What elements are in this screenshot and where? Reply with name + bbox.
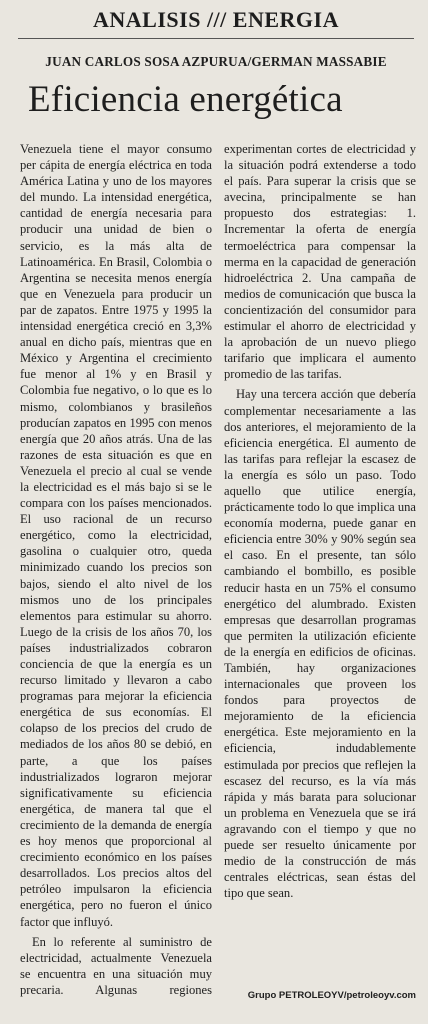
article-paragraph: En lo referente al suministro de electricidad, actualmente Venezuela se encuentra en una situación muy precaria. Algunas regiones experimentan cortes de electricidad y la situación podrá extenderse a todo el país. Para superar la crisis que se avecina, principalmente se han propuesto dos estrategias: 1. Incrementar la oferta de energía termoeléctrica para compensar la merma en la capacidad de generación hidroeléctrica 2. Una campaña de medios de comunicación que busca la concientización del consumidor para estimular el ahorro de electricidad y la aprobación de un nuevo pliego tarifario que implicara el aumento promedio de las tarifas. [20, 142, 416, 997]
article-body [20, 141, 416, 1003]
article-paragraph: Venezuela tiene el mayor consumo per cápita de energía eléctrica en toda América Latina y uno de los mayores del mundo. La intensidad energética, cantidad de energía necesaria para producir una unidad de bien o servicio, es la más alta de Latinoamérica. En Brasil, Colombia o Argentina se necesita menos energía que en Venezuela para producir un par de zapatos. Entre 1975 y 1995 la intensidad energética creció en 3,3% anual en dicho país, mientras que en México y Argentina el crecimiento fue menor al 1% y en Brasil y Colombia fue negativo, o lo que es lo mismo, colombianos y brasileños producían zapatos en 1995 con menos energía que 20 años atrás. Una de las razones de esta situación es que en Venezuela el precio al cual se vende la electricidad es el más bajo si se le compara con los países mencionados. El uso racional de un recurso energético, como la electricidad, gasolina o cualquier otro, queda minimizado cuando los precios son bajos, siendo el alto nivel de los mismos uno de los principales elementos para estimular su ahorro. Luego de la crisis de los años 70, los países industrializados cobraron conciencia de que la energía es un recurso limitado y llevaron a cabo programas para mejorar la eficiencia energética de sus economías. El colapso de los precios del crudo de mediados de los años 80 se debió, en parte, a que los países industrializados lograron mejorar significativamente su eficiencia energética, de manera tal que el crecimiento de la demanda de energía es hoy menos que proporcional al crecimiento económico en los países desarrollados. Los precios altos del petróleo impulsaron la eficiencia energética, pero no fueron el único factor que influyó. [20, 142, 212, 929]
article-paragraph: Hay una tercera acción que debería complementar necesariamente a las dos anteriores, el mejoramiento de la eficiencia energética. El aumento de las tarifas para reflejar la escasez de la energía es sólo un paso. Todo aquello que utilice energía, prácticamente todo lo que implica una economía moderna, puede ganar en eficiencia entre 30% y 90% según sea el caso. En el presente, tan sólo cambiando el bombillo, es posible reducir hasta en un 75% el consumo energético del alumbrado. Existen empresas que desarrollan programas que permiten la utilización eficiente de la energía en edificios de oficinas. También, hay organizaciones internacionales que proveen los fondos para proyectos de mejoramiento de la eficiencia energética. Este mejoramiento en la eficiencia, indudablemente estimulada por precios que reflejen la escasez del recurso, es la vía más rápida y más barata para solucionar un problema en Venezuela que se irá agravando con el tiempo y que no puede ser resuelto únicamente por medio de la construcción de más centrales eléctricas, sean éstas del tipo que sean. [224, 387, 416, 901]
section-heading: ANALISIS /// ENERGIA [93, 7, 339, 32]
source-credit: Grupo PETROLEOYV/petroleoyv.com [247, 990, 416, 1001]
article-title: Eficiencia energética [28, 79, 343, 120]
section-divider [18, 38, 414, 39]
article-authors: JUAN CARLOS SOSA AZPURUA/GERMAN MASSABIE [45, 54, 387, 69]
